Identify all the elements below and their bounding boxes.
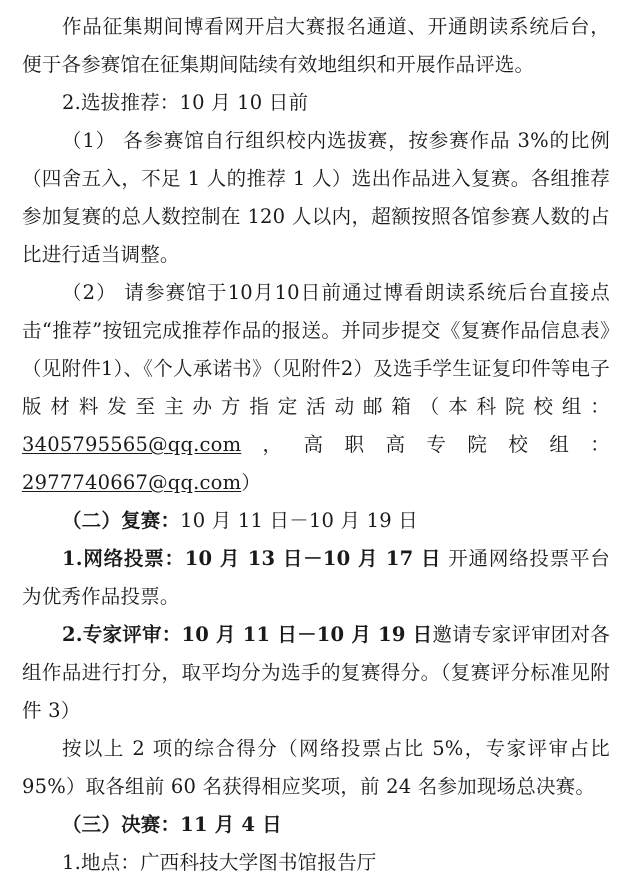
email-link[interactable]: 3405795565@qq.com [22, 433, 242, 456]
paragraph [22, 274, 610, 502]
text-run: 作品征集期间博看网开启大赛报名通道、开通朗读系统后台，便于各参赛馆在征集期间陆续有效地组织和开展作品评选。 [22, 15, 610, 76]
text-run: 开通网络投票平台为优秀作品投票。 [22, 547, 610, 608]
text-run: 1.地点：广西科技大学图书馆报告厅 [61, 851, 377, 874]
paragraph [22, 84, 610, 122]
text-run-bold: （三）决赛： [61, 813, 181, 836]
text-run: （2） 请参赛馆于10月10日前通过博看朗读系统后台直接点击“推荐”按钮完成推荐作品的报送。并同步提交《复赛作品信息表》（见附件1）、《个人承诺书》（见附件2）及选手学生证复印件等电子版材料发至主办方指定活动邮箱（本科院校组： [22, 281, 610, 418]
text-run: 邀请专家评审团对各组作品进行打分，取平均分为选手的复赛得分。（复赛评分标准见附件 3） [22, 623, 610, 722]
paragraph [22, 730, 610, 806]
paragraph [22, 806, 610, 844]
text-run-bold: （二）复赛： [61, 509, 181, 532]
text-run-bold: 2.专家评审：10 月 11 日－10 月 19 日 [61, 623, 433, 646]
email-link[interactable]: 2977740667@qq.com [22, 471, 242, 494]
text-run-bold: 1.网络投票：10 月 13 日－10 月 17 日 [61, 547, 442, 570]
document-body [22, 8, 610, 882]
paragraph [22, 616, 610, 730]
text-run: ） [241, 471, 261, 494]
paragraph [22, 122, 610, 274]
text-run: 按以上 2 项的综合得分（网络投票占比 5%，专家评审占比 95%）取各组前 60 名获得相应奖项，前 24 名参加现场总决赛。 [22, 737, 610, 798]
paragraph [22, 844, 610, 882]
text-run: ，高职高专院校组： [241, 433, 610, 456]
text-run: （1） 各参赛馆自行组织校内选拔赛，按参赛作品 3%的比例（四舍五入，不足 1 人的推荐 1 人）选出作品进入复赛。各组推荐参加复赛的总人数控制在 120 人以内，超额按照各馆参赛人数的占比进行适当调整。 [22, 129, 610, 266]
paragraph [22, 8, 610, 84]
paragraph [22, 540, 610, 616]
text-run: 2.选拔推荐：10 月 10 日前 [61, 91, 309, 114]
text-run-bold: 11 月 4 日 [180, 813, 282, 836]
paragraph [22, 502, 610, 540]
text-run: 10 月 11 日－10 月 19 日 [180, 509, 418, 532]
